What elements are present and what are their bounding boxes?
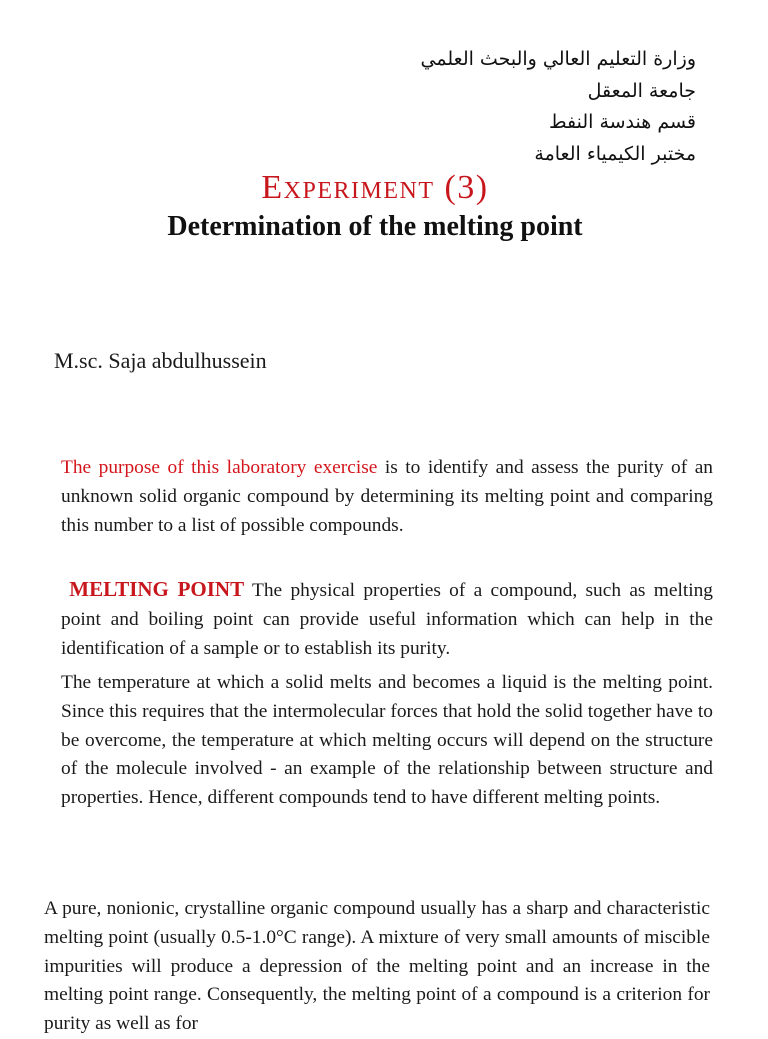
page-title: Determination of the melting point <box>167 211 583 242</box>
lab-line: مختبر الكيمياء العامة <box>534 142 696 165</box>
author-name: M.sc. Saja abdulhussein <box>54 348 267 373</box>
temperature-paragraph: The temperature at which a solid melts and becomes a liquid is the melting point. Since this requires that the intermolecular forces that hold the solid together have to be overcome, the temperature at which melting occurs will depend on the structure of the molecule involved - an example of the relationship between structure and properties. Hence, different compounds tend to have different melting points. <box>61 672 713 809</box>
purpose-rest: is to identify and assess the purity of an unknown solid organic compound by determining its melting point and comparing this number to a list of possible compounds. <box>61 457 714 536</box>
purpose-paragraph <box>61 454 713 540</box>
arabic-header <box>421 44 696 170</box>
melting-point-heading: MELTING POINT <box>69 577 245 601</box>
melting-point-paragraph <box>61 575 713 663</box>
ministry-line: وزارة التعليم العالي والبحث العلمي <box>420 48 696 70</box>
university-line: جامعة المعقل <box>587 79 696 102</box>
department-line: قسم هندسة النفط <box>548 111 696 133</box>
purpose-lead: The purpose of this laboratory exercise <box>61 457 378 478</box>
experiment-label: Experiment (3) <box>261 169 489 206</box>
melting-point-text: The physical properties of a compound, such as melting point and boiling point can provide useful information which can help in the identification of a sample or to establish its purity. <box>61 580 713 659</box>
purity-paragraph: A pure, nonionic, crystalline organic compound usually has a sharp and characteristic melting point (usually 0.5-1.0°C range). A mixture of very small amounts of miscible impurities will produce a depression of the melting point and an increase in the melting point range. Consequently, the melting point of a compound is a criterion for purity as well as for <box>44 898 710 1035</box>
